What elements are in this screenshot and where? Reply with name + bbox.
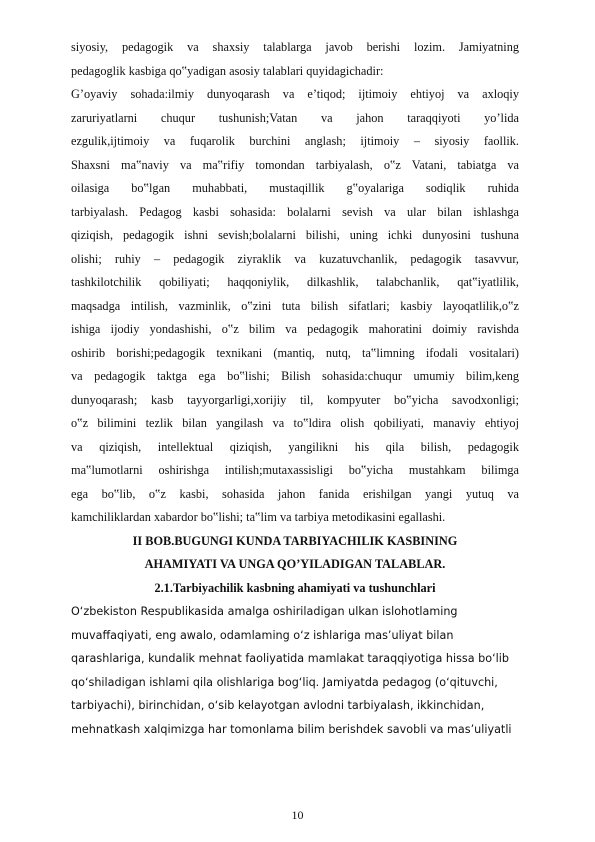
text-line: O‘zbekiston Respublikasida amalga oshiriladigan ulkan islohotlaming xyxy=(71,605,458,618)
text-line: ezgulik,ijtimoiy va fuqarolik burchini anglash; ijtimoiy – siyosiy faollik. xyxy=(71,134,519,148)
paragraph-requirements xyxy=(71,83,519,530)
text-line: qo‘shiladigan ishlami qila olishlariga bog‘liq. Jamiyatda pedagog (o‘qituvchi, xyxy=(71,675,498,689)
text-line: va qiziqish, intellektual qiziqish, yangilikni his qila bilish, pedagogik xyxy=(71,439,519,454)
text-line: kamchiliklardan xabardor bo‟lishi; ta‟lim va tarbiya metodikasini egallashi. xyxy=(71,510,446,524)
text-line: ma‟lumotlarni oshirishga intilish;mutaxassisligi bo‟yicha mustahkam bilimga xyxy=(71,463,519,477)
text-line: maqsadga intilish, vazminlik, o‟zini tuta bilish sifatlari; kasbiy layoqatlilik,o‟z xyxy=(71,298,519,313)
text-line: G’oyaviy sohada:ilmiy dunyoqarash va e’tiqod; ijtimoiy ehtiyoj va axloqiy xyxy=(71,87,519,101)
text-line: oshirib borishi;pedagogik texnikani (mantiq, nutq, ta‟limning ifodali vositalari) xyxy=(71,345,519,360)
chapter-heading-line-1: II BOB.BUGUNGI KUNDA TARBIYACHILIK KASBINING xyxy=(132,533,458,548)
text-line: tarbiyachi), birinchidan, o‘sib kelayotgan avlodni tarbiyalash, ikkinchidan, xyxy=(71,699,485,712)
text-line: muvaffaqiyati, eng awalo, odamlaming o‘z ishlariga mas’uliyat bilan xyxy=(71,628,454,642)
text-line: ishiga ijodiy yondashishi, o‟z bilim va pedagogik mahoratini doimiy ravishda xyxy=(71,322,519,336)
text-line: olishi; ruhiy – pedagogik ziyraklik va kuzatuvchanlik, pedagogik tasavvur, xyxy=(71,251,519,266)
text-line: tarbiyalash. Pedagog kasbi sohasida: bolalarni sevish va ular bilan ishlashga xyxy=(71,204,519,219)
text-line: oilasiga bo‟lgan muhabbati, mustaqillik g‟oyalariga sodiqlik ruhida xyxy=(71,181,519,195)
text-line: qarashlariga, kundalik mehnat faoliyatida mamlakat taraqqiyotiga hissa bo‘lib xyxy=(71,652,509,665)
text-line: zaruriyatlarni chuqur tushunish;Vatan va jahon taraqqiyoti yo’lida xyxy=(71,110,519,125)
text-line: mehnatkash xalqimizga har tomonlama bilim berishdek savobli va mas’uliyatli xyxy=(71,722,512,736)
text-line: dunyoqarash; kasb tayyorgarligi,xorijiy til, kompyuter bo‟yicha savodxonligi; xyxy=(71,392,519,407)
document-page xyxy=(71,36,519,741)
text-line: qiziqish, pedagogik ishni sevish;bolalarni bilishi, uning ichki dunyosini tushuna xyxy=(71,228,519,242)
page-number: 10 xyxy=(291,808,304,822)
paragraph-intro xyxy=(71,36,519,83)
text-line: o‟z bilimini tezlik bilan yangilash va to‟ldira olish qobiliyati, manaviy ehtiyoj xyxy=(71,416,519,430)
paragraph-uzbekistan xyxy=(71,600,519,741)
text-line: Shaxsni ma‟naviy va ma‟rifiy tomondan tarbiyalash, o‟z Vatani, tabiatga va xyxy=(71,157,519,172)
text-line: siyosiy, pedagogik va shaxsiy talablarga javob berishi lozim. Jamiyatning xyxy=(71,40,519,54)
text-line: ega bo‟lib, o‟z kasbi, sohasida jahon fanida erishilgan yangi yutuq va xyxy=(71,486,519,501)
text-line: va pedagogik taktga ega bo‟lishi; Bilish sohasida:chuqur umumiy bilim,keng xyxy=(71,369,519,383)
section-heading: 2.1.Tarbiyachilik kasbning ahamiyati va tushunchlari xyxy=(154,580,436,595)
text-line: pedagoglik kasbiga qo‟yadigan asosiy talablari quyidagichadir: xyxy=(71,63,384,78)
chapter-heading-line-2: AHAMIYATI VA UNGA QO’YILADIGAN TALABLAR. xyxy=(144,557,446,571)
text-line: tashkilotchilik qobiliyati; haqqoniylik, dilkashlik, talabchanlik, qat‟iyatlilik, xyxy=(71,275,519,289)
